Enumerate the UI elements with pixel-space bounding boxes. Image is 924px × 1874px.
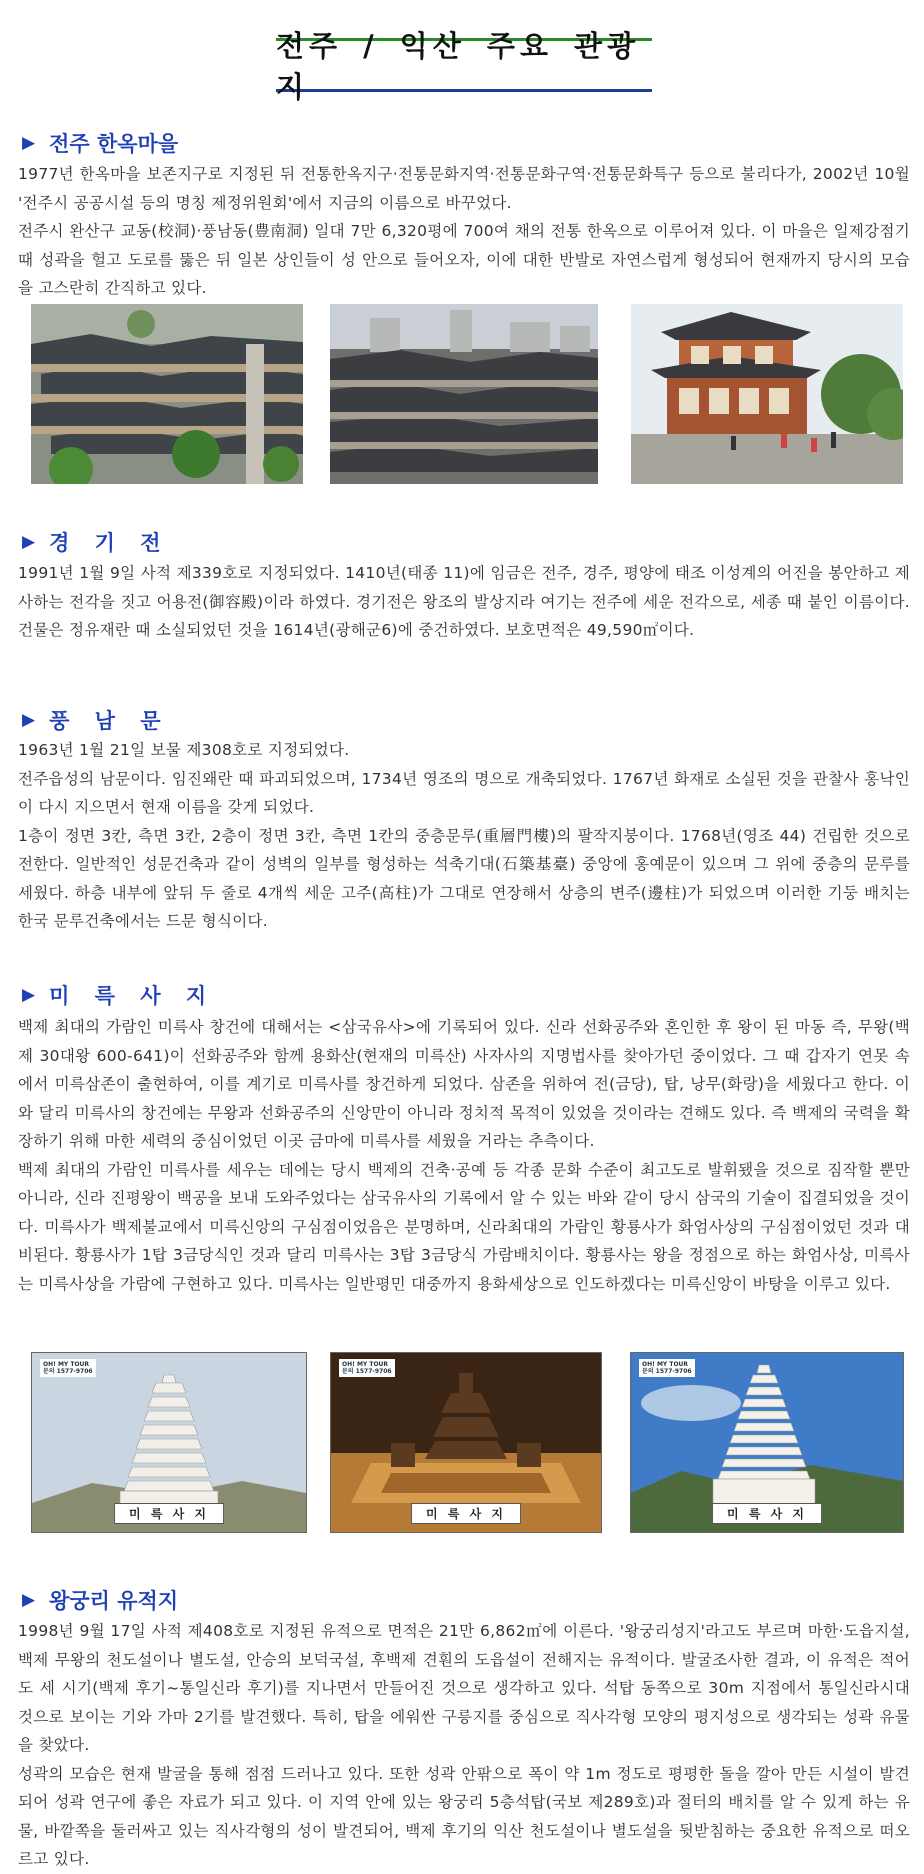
triangle-bullet-icon: ▶ [22,985,36,1005]
triangle-bullet-icon: ▶ [22,710,36,730]
triangle-bullet-icon: ▶ [22,532,36,552]
mireuksa-pagoda-photo-1 [31,1352,307,1533]
triangle-bullet-icon: ▶ [22,133,36,153]
photo-caption: 미 륵 사 지 [712,1503,822,1524]
page-title: 전주 / 익산 주요 관광지 [276,29,641,104]
section-body-pungnammun: 1963년 1월 21일 보물 제308호로 지정되었다. 전주읍성의 남문이다. 임진왜란 때 파괴되었으며, 1734년 영조의 명으로 개축되었다. 1767년 화재로 소실된 것을 관찰사 홍낙인이 다시 지으면서 현재 이름을 갖게 되었다. 1층이 정면 3칸, 측면 3칸, 2층이 정면 3칸, 측면 1칸의 중층문루(重層門樓)의 팔작지붕이다. 1768년(영조 44) 건립한 것으로 전한다. 일반적인 성문건축과 같이 성벽의 일부를 형성하는 석축기대(石築基臺) 중앙에 홍예문이 있으며 그 위에 중층의 문루를 세웠다. 하층 내부에 앞뒤 두 줄로 4개씩 세운 고주(高柱)가 그대로 연장해서 상층의 변주(邊柱)가 되었으며 이러한 기둥 배치는 한국 문루건축에서는 드문 형식이다. [18,741,910,930]
section-heading-gyeonggijeon: ▶ 경 기 전 [22,531,170,555]
tour-logo: OH! MY TOUR 문의 1577-9706 [639,1359,695,1377]
section-heading-wanggungri: ▶ 왕궁리 유적지 [22,1589,179,1613]
section-heading-pungnammun: ▶ 풍 남 문 [22,709,170,733]
photo-caption: 미 륵 사 지 [114,1503,224,1524]
section-body-mireuksaji: 백제 최대의 가람인 미륵사 창건에 대해서는 <삼국유사>에 기록되어 있다. 신라 선화공주와 혼인한 후 왕이 된 마동 즉, 무왕(백제 30대왕 600-641)이 선화공주와 함께 용화산(현재의 미륵산) 사자사의 지명법사를 찾아가던 중이었다. 그 때 갑자기 연못 속에서 미륵삼존이 출현하여, 이를 계기로 미륵사를 창건하게 되었다. 삼존을 위하여 전(금당), 탑, 낭무(화랑)을 세웠다고 한다. 이와 달리 미륵사의 창건에는 무왕과 선화공주의 신앙만이 아니라 정치적 목적이 있었을 것이라는 견해도 있다. 즉 백제의 국력을 확장하기 위해 마한 세력의 중심이었던 이곳 금마에 미륵사를 세웠을 거라는 추측이다. 백제 최대의 가람인 미륵사를 세우는 데에는 당시 백제의 건축·공예 등 각종 문화 수준이 최고도로 발휘됐을 것으로 짐작할 뿐만 아니라, 신라 진평왕이 백공을 보내 도와주었다는 삼국유사의 기록에서 알 수 있는 바와 같이 당시 삼국의 기술이 집결되었을 것이다. 미륵사가 백제불교에서 미륵신앙의 구심점이었음은 분명하며, 신라최대의 가람인 황룡사가 화엄사상의 구심점이었던 것과 대비된다. 황룡사가 1탑 3금당식인 것과 달리 미륵사는 3탑 3금당식 가람배치이다. 황룡사는 왕을 정점으로 하는 화엄사상, 미륵사는 미륵사상을 가람에 구현하고 있다. 미륵사는 일반평민 대중까지 용화세상으로 인도하겠다는 미륵신앙이 바탕을 이루고 있다. [18,1018,910,1293]
hanok-village-aerial-photo [31,304,303,484]
photo-caption: 미 륵 사 지 [411,1503,521,1524]
tour-logo: OH! MY TOUR 문의 1577-9706 [40,1359,96,1377]
hanok-rooftops-city-photo [330,304,602,484]
hanok-guesthouse-photo [631,304,903,484]
page-title-box [276,29,652,104]
section-body-wanggungri: 1998년 9월 17일 사적 제408호로 지정된 유적으로 면적은 21만 6,862㎡에 이른다. '왕궁리성지'라고도 부르며 마한·도읍지설, 백제 무왕의 천도설이나 별도설, 안승의 보덕국설, 후백제 견훤의 도읍설이 전해지는 유적이다. 발굴조사한 결과, 이 유적은 적어도 세 시기(백제 후기~통일신라 후기)를 지나면서 만들어진 것으로 생각하고 있다. 석탑 동쪽으로 30m 지점에서 통일신라시대 것으로 보이는 기와 가마 2기를 발견했다. 특히, 탑을 에워싼 구릉지를 중심으로 직사각형 모양의 평지성으로 생각되는 성곽 유물을 찾았다. 성곽의 모습은 현재 발굴을 통해 점점 드러나고 있다. 또한 성곽 안팎으로 폭이 약 1m 정도로 평평한 돌을 깔아 만든 시설이 발견되어 성곽 연구에 좋은 자료가 되고 있다. 이 지역 안에 있는 왕궁리 5층석탑(국보 제289호)과 절터의 배치를 알 수 있게 하는 유물, 바깥쪽을 둘러싸고 있는 직사각형의 성이 발견되어, 백제 후기의 익산 천도설이나 별도설을 뒷받침하는 중요한 유적으로 떠오르고 있다. [18,1622,910,1868]
section-body-gyeonggijeon: 1991년 1월 9일 사적 제339호로 지정되었다. 1410년(태종 11)에 임금은 전주, 경주, 평양에 태조 이성계의 어진을 봉안하고 제사하는 전각을 짓고 어용전(御容殿)이라 하였다. 경기전은 왕조의 발상지라 여기는 전주에 세운 전각으로, 세종 때 붙인 이름이다. 건물은 정유재란 때 소실되었던 것을 1614년(광해군6)에 중건하였다. 보호면적은 49,590㎡이다. [18,564,910,639]
tour-logo: OH! MY TOUR 문의 1577-9706 [339,1359,395,1377]
mireuksa-model-photo [330,1352,602,1533]
triangle-bullet-icon: ▶ [22,1590,36,1610]
mireuksa-pagoda-photo-2 [630,1352,904,1533]
section-body-hanok: 1977년 한옥마을 보존지구로 지정된 뒤 전통한옥지구·전통문화지역·전통문화구역·전통문화특구 등으로 불리다가, 2002년 10월 '전주시 공공시설 등의 명칭 제정위원회'에서 지금의 이름으로 바꾸었다. 전주시 완산구 교동(校洞)·풍남동(豊南洞) 일대 7만 6,320평에 700여 채의 전통 한옥으로 이루어져 있다. 이 마을은 일제강점기 때 성곽을 헐고 도로를 뚫은 뒤 일본 상인들이 성 안으로 들어오자, 이에 대한 반발로 자연스럽게 형성되어 현재까지 당시의 모습을 고스란히 간직하고 있다. [18,165,910,297]
section-heading-mireuksaji: ▶ 미 륵 사 지 [22,984,216,1008]
section-heading-hanok: ▶ 전주 한옥마을 [22,132,179,156]
